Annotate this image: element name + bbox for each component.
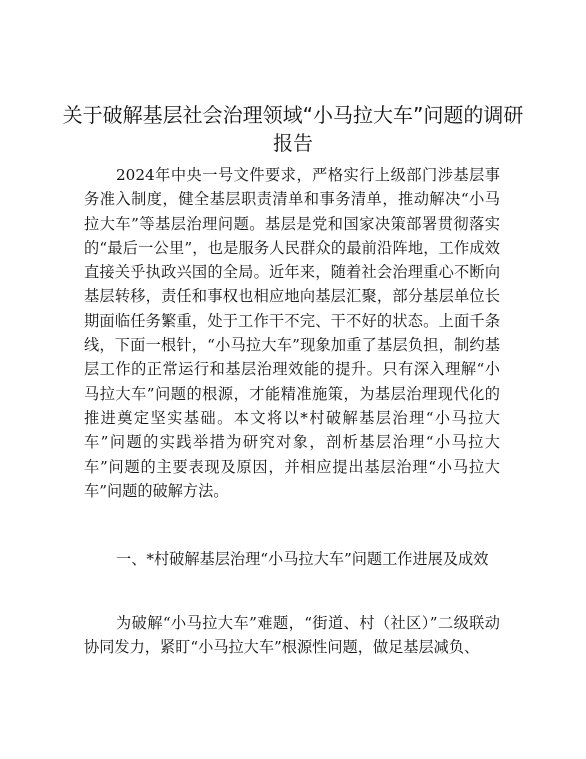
section-paragraph: 为破解“小马拉大车”难题，“街道、村（社区）”二级联动协同发力，紧盯“小马拉大车”根源性问题，做足基层减负、 bbox=[84, 614, 500, 657]
document-title: 关于破解基层社会治理领域“小马拉大车”问题的调研报告 bbox=[62, 103, 524, 155]
section-heading: 一、*村破解基层治理“小马拉大车”问题工作进展及成效 bbox=[116, 550, 489, 568]
intro-paragraph: 2024年中央一号文件要求，严格实行上级部门涉基层事务准入制度，健全基层职责清单和事务清单，推动解决“小马拉大车”等基层治理问题。基层是党和国家决策部署贯彻落实的“最后一公里”，也是服务人民群众的最前沿阵地，工作成效直接关乎执政兴国的全局。近年来，随着社会治理重心不断向基层转移，责任和事权也相应地向基层汇聚，部分基层单位长期面临任务繁重，处于工作干不完、干不好的状态。上面千条线，下面一根针，“小马拉大车”现象加重了基层负担，制约基层工作的正常运行和基层治理效能的提升。只有深入理解“小马拉大车”问题的根源，才能精准施策，为基层治理现代化的推进奠定坚实基础。本文将以*村破解基层治理“小马拉大车”问题的实践举措为研究对象，剖析基层治理“小马拉大车”问题的主要表现及原因，并相应提出基层治理“小马拉大车”问题的破解方法。 bbox=[84, 166, 500, 500]
